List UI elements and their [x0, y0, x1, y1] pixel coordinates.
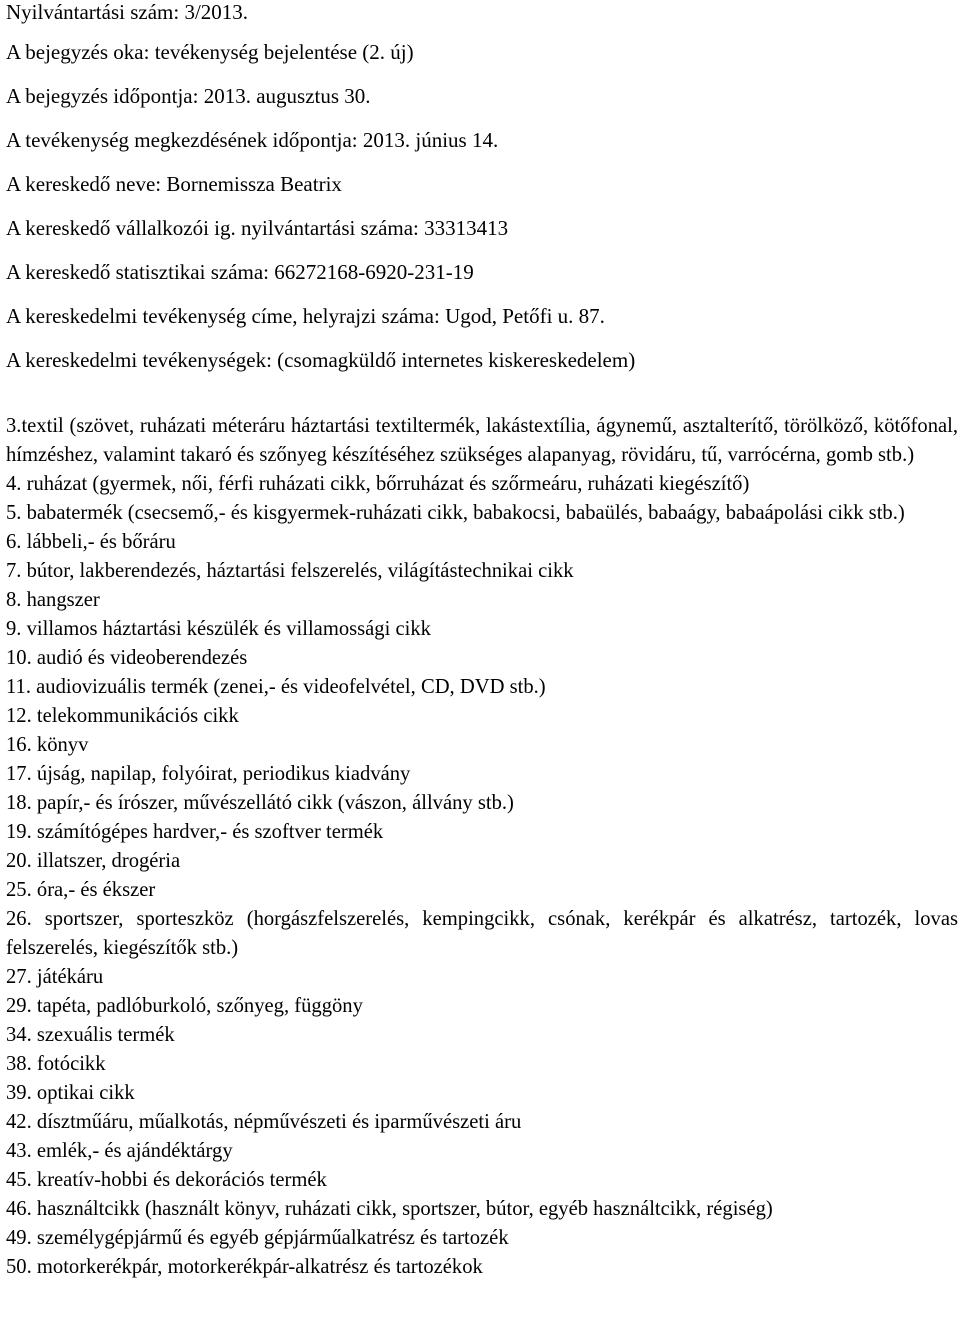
trader-statistical-number: A kereskedő statisztikai száma: 66272168-6920-231-19 [6, 260, 474, 284]
activity-list [6, 412, 958, 1282]
list-item: 18. papír,- és írószer, művészellátó cikk (vászon, állvány stb.) [6, 792, 514, 814]
list-item: 7. bútor, lakberendezés, háztartási felszerelés, világítástechnikai cikk [6, 560, 574, 582]
list-item: 4. ruházat (gyermek, női, férfi ruházati cikk, bőrruházat és szőrmeáru, ruházati kiegészítő) [6, 473, 750, 495]
document-page [6, 0, 958, 1282]
section-spacer [6, 392, 958, 412]
list-item: 8. hangszer [6, 589, 100, 611]
list-item: 49. személygépjármű és egyéb gépjárműalkatrész és tartozék [6, 1227, 509, 1249]
list-item: 20. illatszer, drogéria [6, 850, 181, 872]
list-item: 39. optikai cikk [6, 1082, 135, 1104]
list-item: 46. használtcikk (használt könyv, ruházati cikk, sportszer, bútor, egyéb használtcikk, régiség) [6, 1198, 773, 1220]
list-item: 9. villamos háztartási készülék és villamossági cikk [6, 618, 431, 640]
list-item: 29. tapéta, padlóburkoló, szőnyeg, függöny [6, 995, 363, 1017]
trader-registration-number: A kereskedő vállalkozói ig. nyilvántartási száma: 33313413 [6, 216, 509, 240]
list-item: 16. könyv [6, 734, 89, 756]
list-item: 10. audió és videoberendezés [6, 647, 248, 669]
trader-name: A kereskedő neve: Bornemissza Beatrix [6, 172, 342, 196]
entry-date: A bejegyzés időpontja: 2013. augusztus 30. [6, 84, 371, 108]
list-item: 11. audiovizuális termék (zenei,- és videofelvétel, CD, DVD stb.) [6, 676, 546, 698]
list-item: 25. óra,- és ékszer [6, 879, 156, 901]
registration-number: Nyilvántartási szám: 3/2013. [6, 0, 249, 24]
entry-reason: A bejegyzés oka: tevékenység bejelentése (2. új) [6, 40, 414, 64]
activity-address: A kereskedelmi tevékenység címe, helyrajzi száma: Ugod, Petőfi u. 87. [6, 304, 605, 328]
list-item: 50. motorkerékpár, motorkerékpár-alkatrész és tartozékok [6, 1256, 483, 1278]
list-item: 34. szexuális termék [6, 1024, 175, 1046]
list-item: 43. emlék,- és ajándéktárgy [6, 1140, 233, 1162]
list-item: 5. babatermék (csecsemő,- és kisgyermek-ruházati cikk, babakocsi, babaülés, babaágy, babaápolási cikk stb.) [6, 502, 905, 524]
list-item: 6. lábbeli,- és bőráru [6, 531, 176, 553]
list-item: 17. újság, napilap, folyóirat, periodikus kiadvány [6, 763, 411, 785]
list-item: 3.textil (szövet, ruházati méteráru háztartási textiltermék, lakástextília, ágynemű, asztalterítő, törölköző, kötőfonal, hímzéshez, valamint takaró és szőnyeg készítéséhez szükséges alapanyag, rövidáru, tű, varrócérna, gomb stb.) [6, 415, 958, 466]
list-item: 26. sportszer, sporteszköz (horgászfelszerelés, kempingcikk, csónak, kerékpár és alkatrész, tartozék, lovas felszerelés, kiegészítők stb.) [6, 908, 958, 959]
list-item: 12. telekommunikációs cikk [6, 705, 239, 727]
list-item: 27. játékáru [6, 966, 104, 988]
activities-title: A kereskedelmi tevékenységek: (csomagküldő internetes kiskereskedelem) [6, 348, 636, 372]
list-item: 42. dísztműáru, műalkotás, népművészeti és iparművészeti áru [6, 1111, 522, 1133]
list-item: 38. fotócikk [6, 1053, 106, 1075]
activity-start-date: A tevékenység megkezdésének időpontja: 2013. június 14. [6, 128, 499, 152]
list-item: 19. számítógépes hardver,- és szoftver termék [6, 821, 384, 843]
list-item: 45. kreatív-hobbi és dekorációs termék [6, 1169, 327, 1191]
